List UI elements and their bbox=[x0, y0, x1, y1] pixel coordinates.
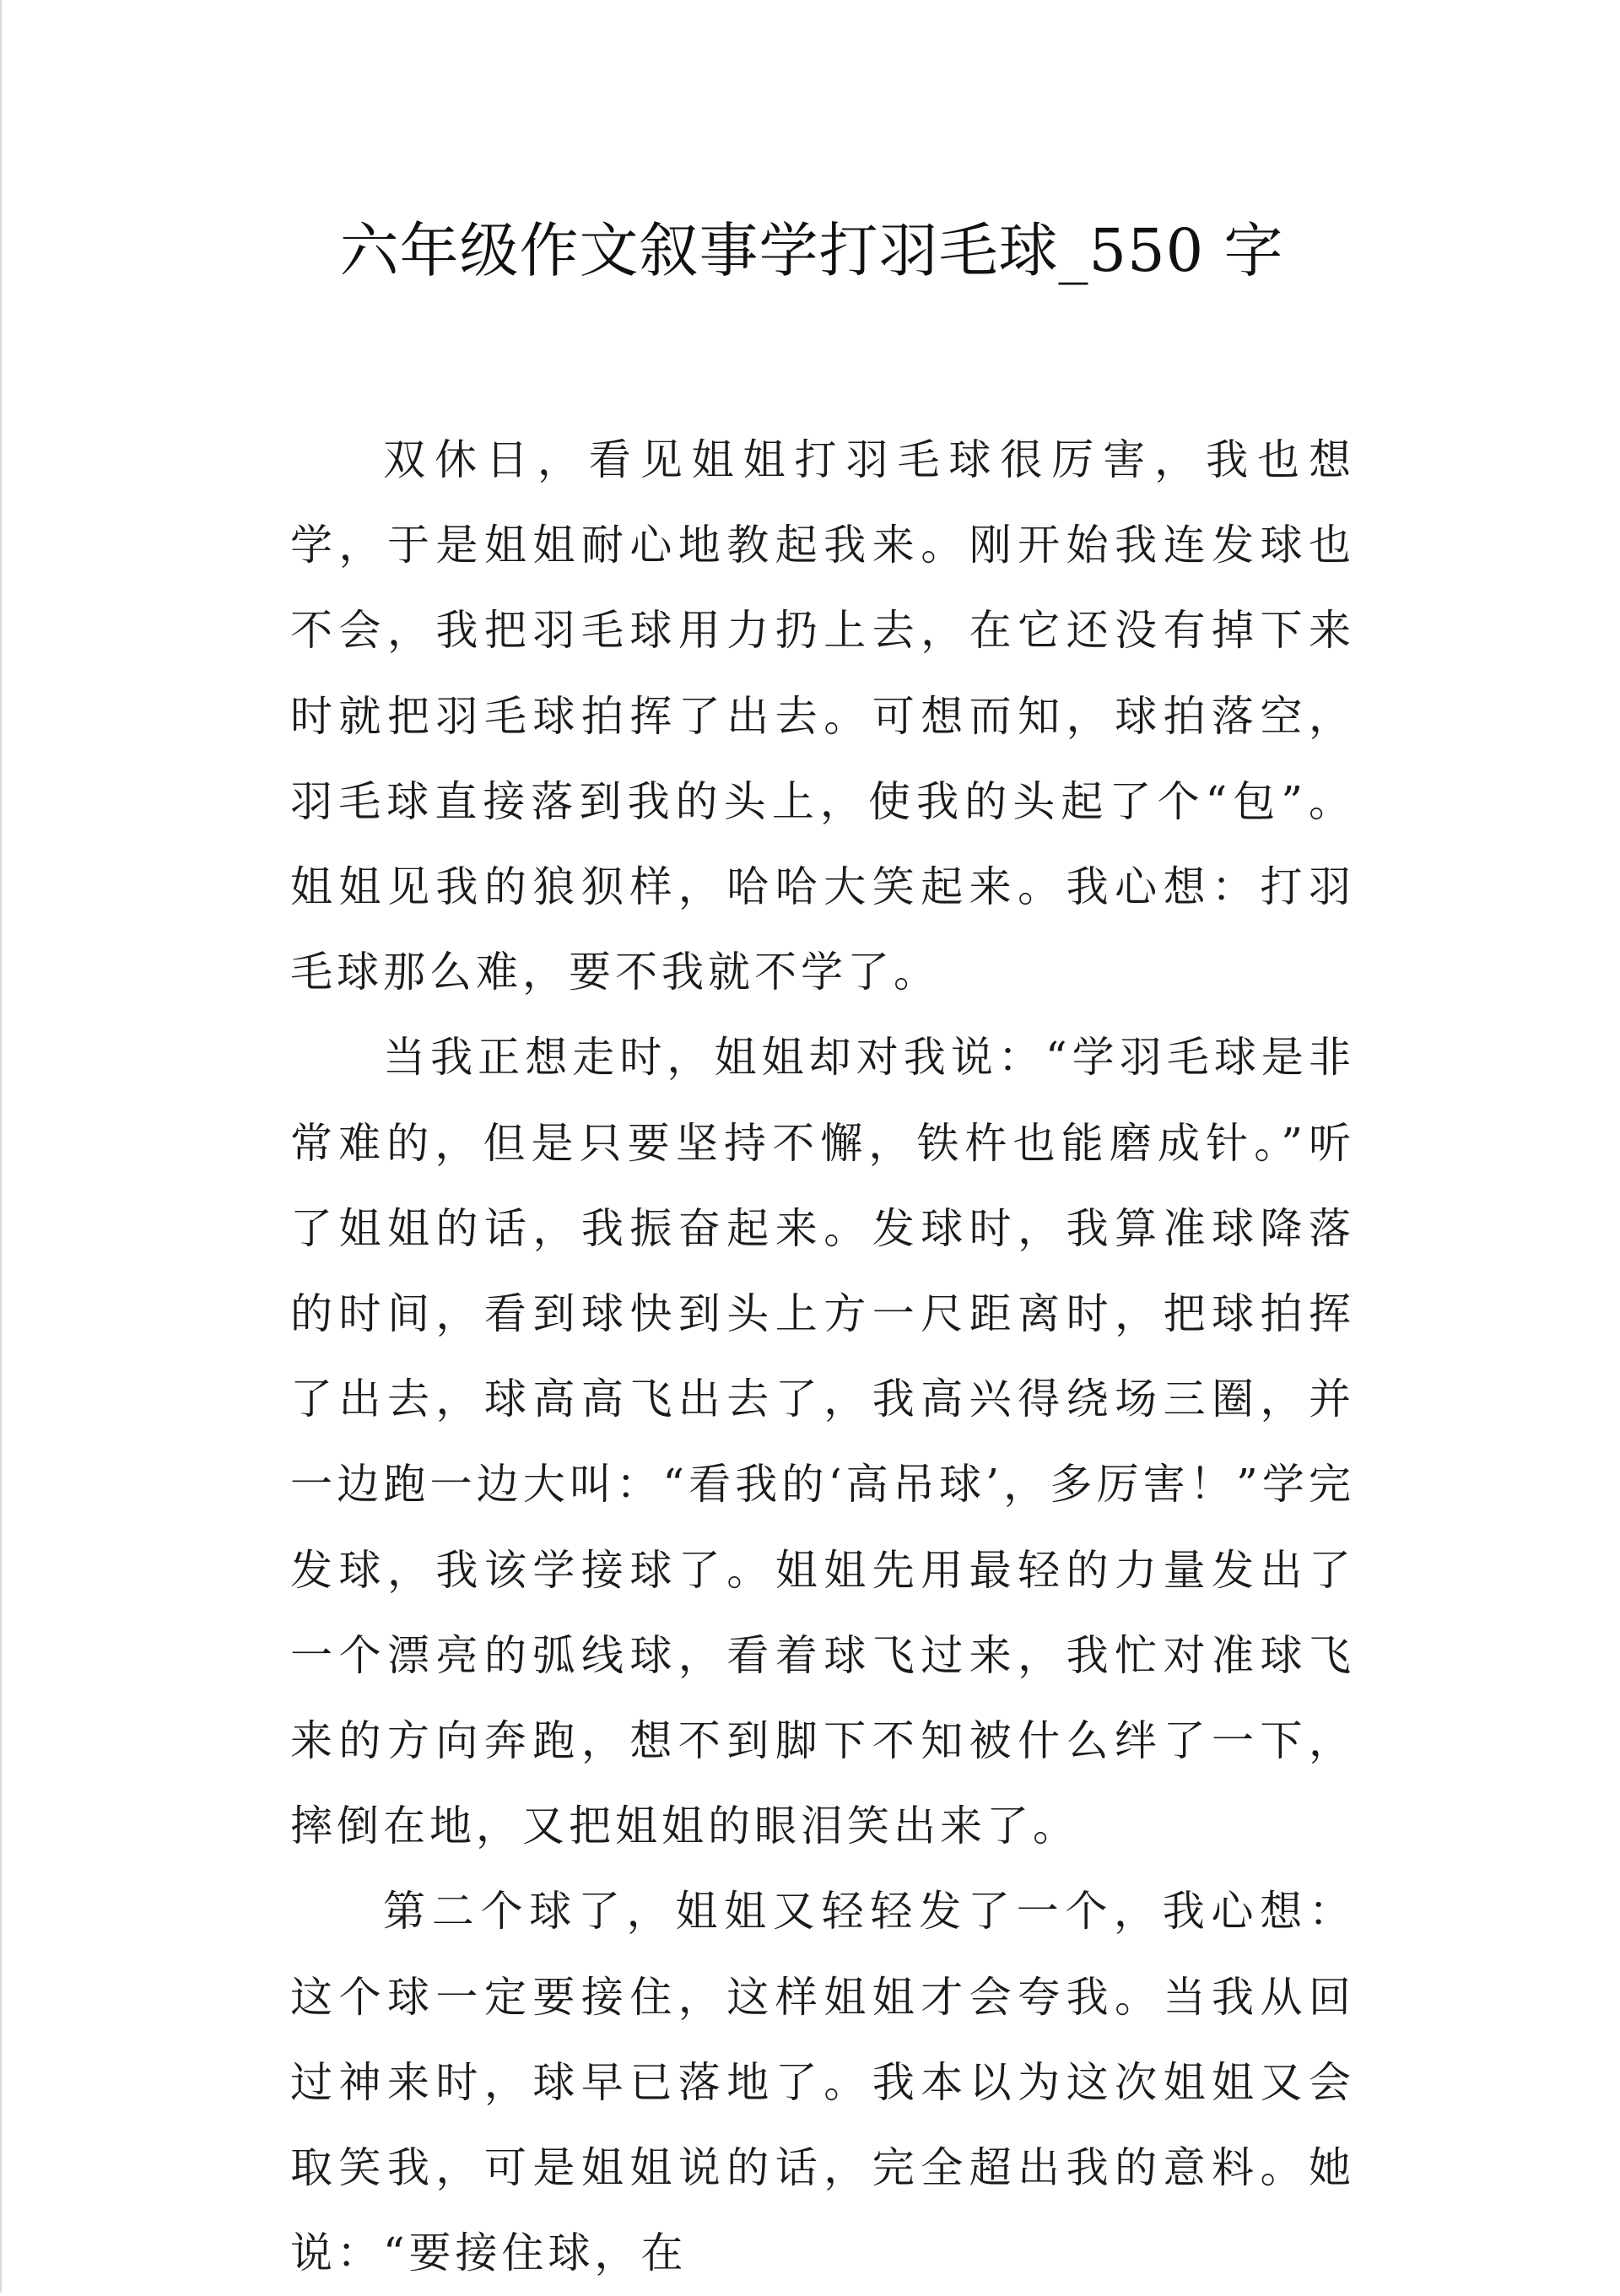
paragraph-3: 第二个球了，姐姐又轻轻发了一个，我心想：这个球一定要接住，这样姐姐才会夸我。当我从回过神来时，球早已落地了。我本以为这次姐姐又会取笑我，可是姐姐说的话，完全超出我的意料。她说：“要接住球，在 bbox=[290, 1887, 1355, 2278]
document-title: 六年级作文叙事学打羽毛球_550 字 bbox=[339, 216, 1284, 285]
document-body bbox=[290, 418, 1355, 2296]
paragraph-2: 当我正想走时，姐姐却对我说：“学羽毛球是非常难的，但是只要坚持不懈，铁杵也能磨成针。”听了姐姐的话，我振奋起来。发球时，我算准球降落的时间，看到球快到头上方一尺距离时，把球拍挥了出去，球高高飞出去了，我高兴得绕场三圈，并一边跑一边大叫：“看我的‘高吊球’，多厉害！”学完发球，我该学接球了。姐姐先用最轻的力量发出了一个漂亮的弧线球，看着球飞过来，我忙对准球飞来的方向奔跑，想不到脚下不知被什么绊了一下，摔倒在地，又把姐姐的眼泪笑出来了。 bbox=[290, 1033, 1355, 1851]
paragraph-1: 双休日，看见姐姐打羽毛球很厉害，我也想学，于是姐姐耐心地教起我来。刚开始我连发球也不会，我把羽毛球用力扔上去，在它还没有掉下来时就把羽毛球拍挥了出去。可想而知，球拍落空，羽毛球直接落到我的头上，使我的头起了个“包”。姐姐见我的狼狈样，哈哈大笑起来。我心想：打羽毛球那么难，要不我就不学了。 bbox=[290, 435, 1355, 997]
